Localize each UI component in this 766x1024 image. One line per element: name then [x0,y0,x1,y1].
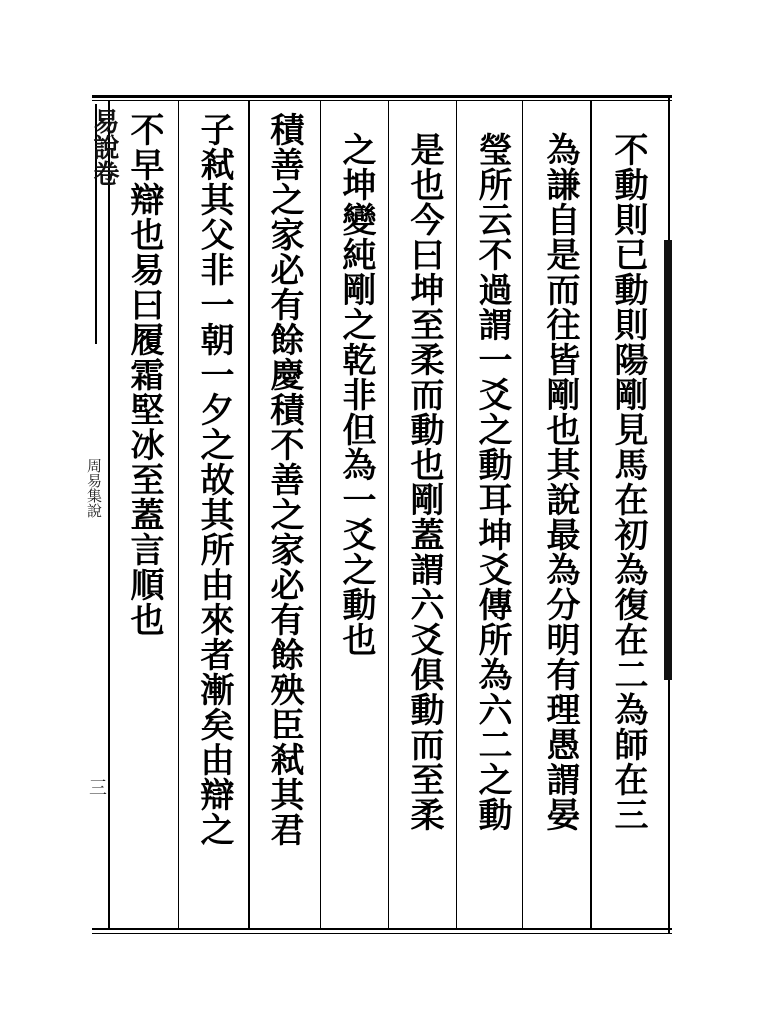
bottom-border-rule [92,928,672,930]
right-margin-bar [664,240,672,680]
book-title: 周易集說 [85,458,103,518]
column-divider [522,100,523,928]
spine-title: 易說卷 [89,108,119,186]
text-column-8: 不早辯也易曰履霜堅冰至蓋言順也 [124,112,164,637]
text-column-3: 瑩所云不過謂一爻之動耳坤爻傳所為六二之動 [472,132,512,832]
column-divider [320,100,321,928]
top-border-rule [92,95,672,98]
text-column-4: 是也今曰坤至柔而動也剛蓋謂六爻俱動而至柔 [404,132,444,832]
page-number: 三 [86,778,107,796]
column-divider [456,100,457,928]
column-divider [388,100,389,928]
top-border-rule-inner [92,100,672,101]
text-column-1: 不動則已動則陽剛見馬在初為復在二為師在三 [608,132,648,832]
column-divider [178,100,179,928]
text-column-6: 積善之家必有餘慶積不善之家必有餘殃臣弒其君 [264,112,304,847]
text-column-2: 為謙自是而往皆剛也其說最為分明有理愚謂晏 [540,132,580,832]
column-divider [248,100,250,928]
text-column-5: 之坤變純剛之乾非但為一爻之動也 [336,132,376,657]
text-column-7: 子弒其父非一朝一夕之故其所由來者漸矣由辯之 [194,112,234,847]
bottom-border-rule-inner [92,933,672,934]
column-divider [590,100,592,928]
